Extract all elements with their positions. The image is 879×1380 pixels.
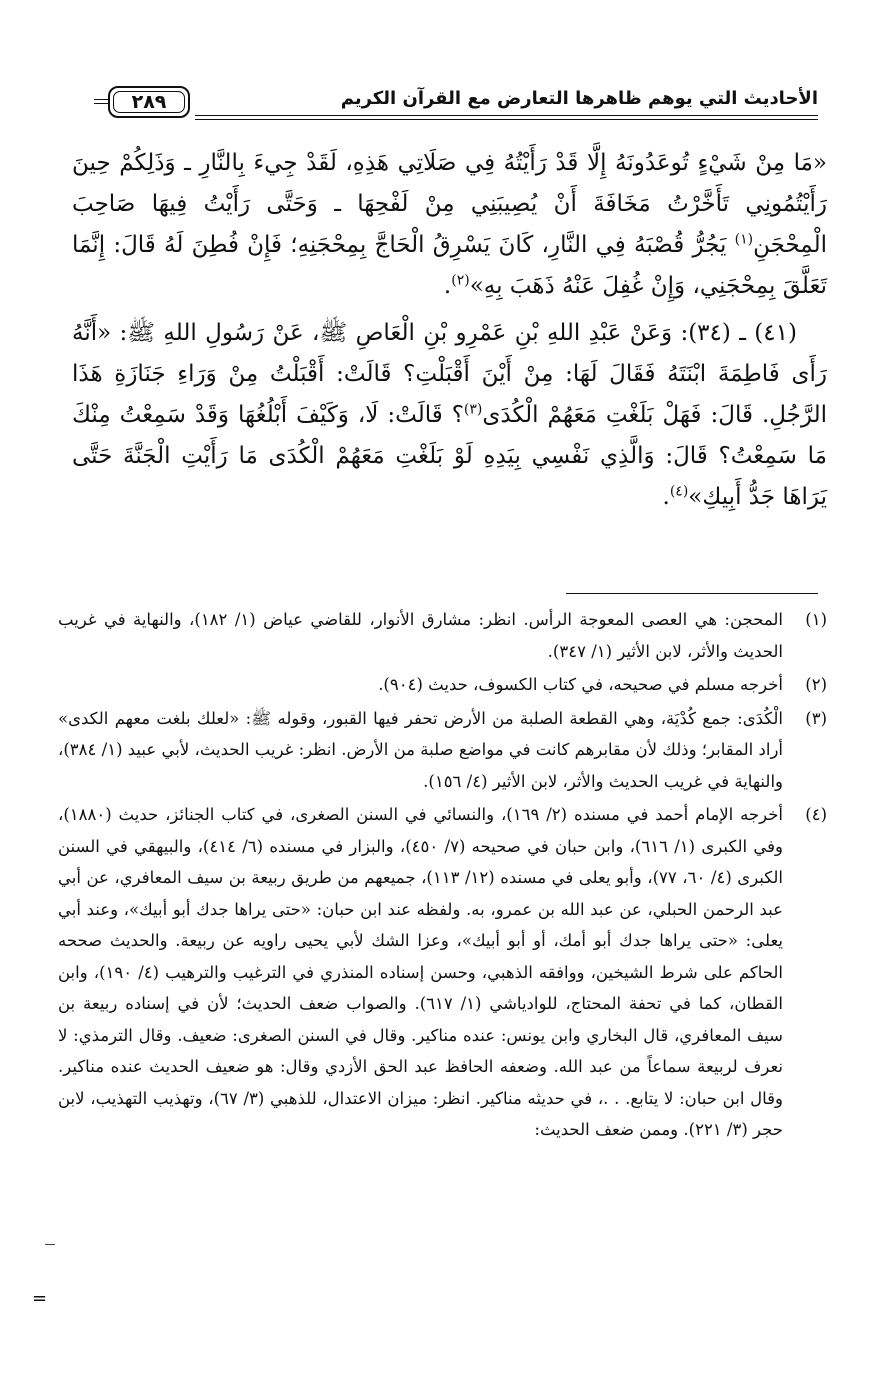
- footnote-text: الْكُدَى: جمع كُدْيَة، وهي القطعة الصلبة من الأرض تحفر فيها القبور، وقوله ﷺ: «لعلك بلغت معهم الكدى» أراد المقابر؛ وذلك لأن مقابرهم كانت في مواضع صلبة من الأرض. انظر: غريب الحديث، لأبي عبيد (١/ ٣٨٤)، والنهاية في غريب الحديث والأثر، لابن الأثير (٤/ ١٥٦).: [58, 708, 783, 791]
- page-number-frame: [108, 86, 190, 118]
- footnote-number: (١): [805, 610, 827, 629]
- footnote-number: (٣): [805, 708, 827, 728]
- hadith-paragraph: [72, 143, 827, 307]
- page-header: [100, 84, 818, 126]
- punctuation: .: [662, 484, 670, 510]
- hadith-text: «مَا مِنْ شَيْءٍ تُوعَدُونَهُ إِلَّا قَدْ رَأَيْتُهُ فِي صَلَاتِي هَذِهِ، لَقَدْ جِيءَ بِالنَّارِ ـ وَذَلِكُمْ حِينَ رَأَيْتُمُونِي تَأَخَّرْتُ مَخَافَةَ أَنْ يُصِيبَنِي مِنْ لَفْحِهَا ـ وَحَتَّى رَأَيْتُ فِيهَا صَاحِبَ الْمِحْجَنِ: [72, 150, 827, 258]
- header-left-rules: [94, 99, 108, 107]
- hadith-text: يَجُرُّ قُصْبَهُ فِي النَّارِ، كَانَ يَسْرِقُ الْحَاجَّ بِمِحْجَنِهِ؛ فَإِنْ فُطِنَ لَهُ قَالَ: إِنَّمَا تَعَلَّقَ بِمِحْجَنِي، وَإِنْ غُفِلَ عَنْهُ ذَهَبَ بِهِ»: [72, 232, 827, 299]
- footnote-number: (٤): [805, 805, 827, 824]
- footnote-ref: (٢): [451, 272, 470, 289]
- footnote-text: أخرجه الإمام أحمد في مسنده (٢/ ١٦٩)، والنسائي في السنن الصغرى، في كتاب الجنائز، حديث (١٨٨٠)، وفي الكبرى (١/ ٦١٦)، وابن حبان في صحيحه (٧/ ٤٥٠)، والبزار في مسنده (٦/ ٤١٤)، والبيهقي في السنن الكبرى (٤/ ٦٠، ٧٧)، وأبو يعلى في مسنده (١٢/ ١١٣)، جميعهم من طريق ربيعة بن سيف المعافري، عن أبي عبد الرحمن الحبلي، عن عبد الله بن عمرو، به. ولفظه عند ابن حبان: «حتى يراها جدك أبو أبيك»، وعند أبي يعلى: «حتى يراها جدك أبو أمك، أو أبو أبيك»، وعزا الشك لأبي يحيى راويه عن ربيعة. والحديث صححه الحاكم على شرط الشيخين، ووافقه الذهبي، وحسن إسناده المنذري في الترغيب والترهيب (٤/ ١٩٠)، وابن القطان، كما في تحفة المحتاج، للوادياشي (١/ ٦١٧). والصواب ضعف الحديث؛ لأن في إسناده ربيعة بن سيف المعافري، قال البخاري وابن يونس: عنده مناكير. وقال في السنن الصغرى: ضعيف. وقال الترمذي: لا نعرف لربيعة سماعاً من عبد الله. وضعفه الحافظ عبد الحق الأزدي وقال: هو ضعيف الحديث عنده مناكير. وقال ابن حبان: لا يتابع. . .، في حديثه مناكير. انظر: ميزان الاعتدال، للذهبي (٣/ ٦٧)، وتهذيب التهذيب، لابن حجر (٣/ ٢٢١). وممن ضعف الحديث:: [58, 805, 784, 1139]
- hadith-text: ؟ قَالَتْ: لَا، وَكَيْفَ أَبْلُغُهَا وَقَدْ سَمِعْتُ مِنْكَ مَا سَمِعْتُ؟ قَالَ: وَالَّذِي نَفْسِي بِيَدِهِ لَوْ بَلَغْتِ مَعَهُمْ الْكُدَى مَا رَأَيْتِ الْجَنَّةَ حَتَّى يَرَاهَا جَدُّ أَبِيكِ»: [72, 402, 827, 510]
- continuation-mark: =: [32, 1288, 48, 1309]
- footnote: [58, 604, 827, 667]
- header-rule: [195, 119, 818, 120]
- footnote-ref: (٤): [669, 483, 689, 500]
- page-number: ٢٨٩: [131, 91, 167, 113]
- main-text: [72, 143, 827, 518]
- margin-dash: [45, 1244, 55, 1245]
- book-title: الأحاديث التي يوهم ظاهرها التعارض مع القرآن الكريم: [340, 88, 818, 109]
- hadith-text: (٤١) ـ (٣٤): وَعَنْ عَبْدِ اللهِ بْنِ عَمْرِو بْنِ الْعَاصِ ﷺ، عَنْ رَسُولِ اللهِ ﷺ: «أَنَّهُ رَأَى فَاطِمَةَ ابْنَتَهُ فَقَالَ لَهَا: مِنْ أَيْنَ أَقْبَلْتِ؟ قَالَتْ: أَقْبَلْتُ مِنْ وَرَاءِ جَنَازَةِ هَذَا الرَّجُلِ. قَالَ: فَهَلْ بَلَغْتِ مَعَهُمْ الْكُدَى: [72, 320, 827, 428]
- footnote-ref: (١): [734, 231, 754, 248]
- hadith-paragraph: [72, 313, 827, 518]
- footnote: [58, 703, 827, 798]
- footnote-text: المحجن: هي العصى المعوجة الرأس. انظر: مشارق الأنوار، للقاضي عياض (١/ ١٨٢)، والنهاية في غريب الحديث والأثر، لابن الأثير (١/ ٣٤٧).: [58, 610, 784, 661]
- footnote-ref: (٣): [463, 401, 483, 418]
- punctuation: .: [443, 273, 452, 299]
- footnote-number: (٢): [805, 675, 827, 694]
- footnote: [58, 669, 827, 701]
- footnote-divider: [566, 593, 818, 594]
- footnotes: [58, 604, 827, 1146]
- header-rule: [195, 115, 818, 116]
- footnote-text: أخرجه مسلم في صحيحه، في كتاب الكسوف، حديث (٩٠٤).: [378, 675, 783, 694]
- footnote: [58, 799, 827, 1146]
